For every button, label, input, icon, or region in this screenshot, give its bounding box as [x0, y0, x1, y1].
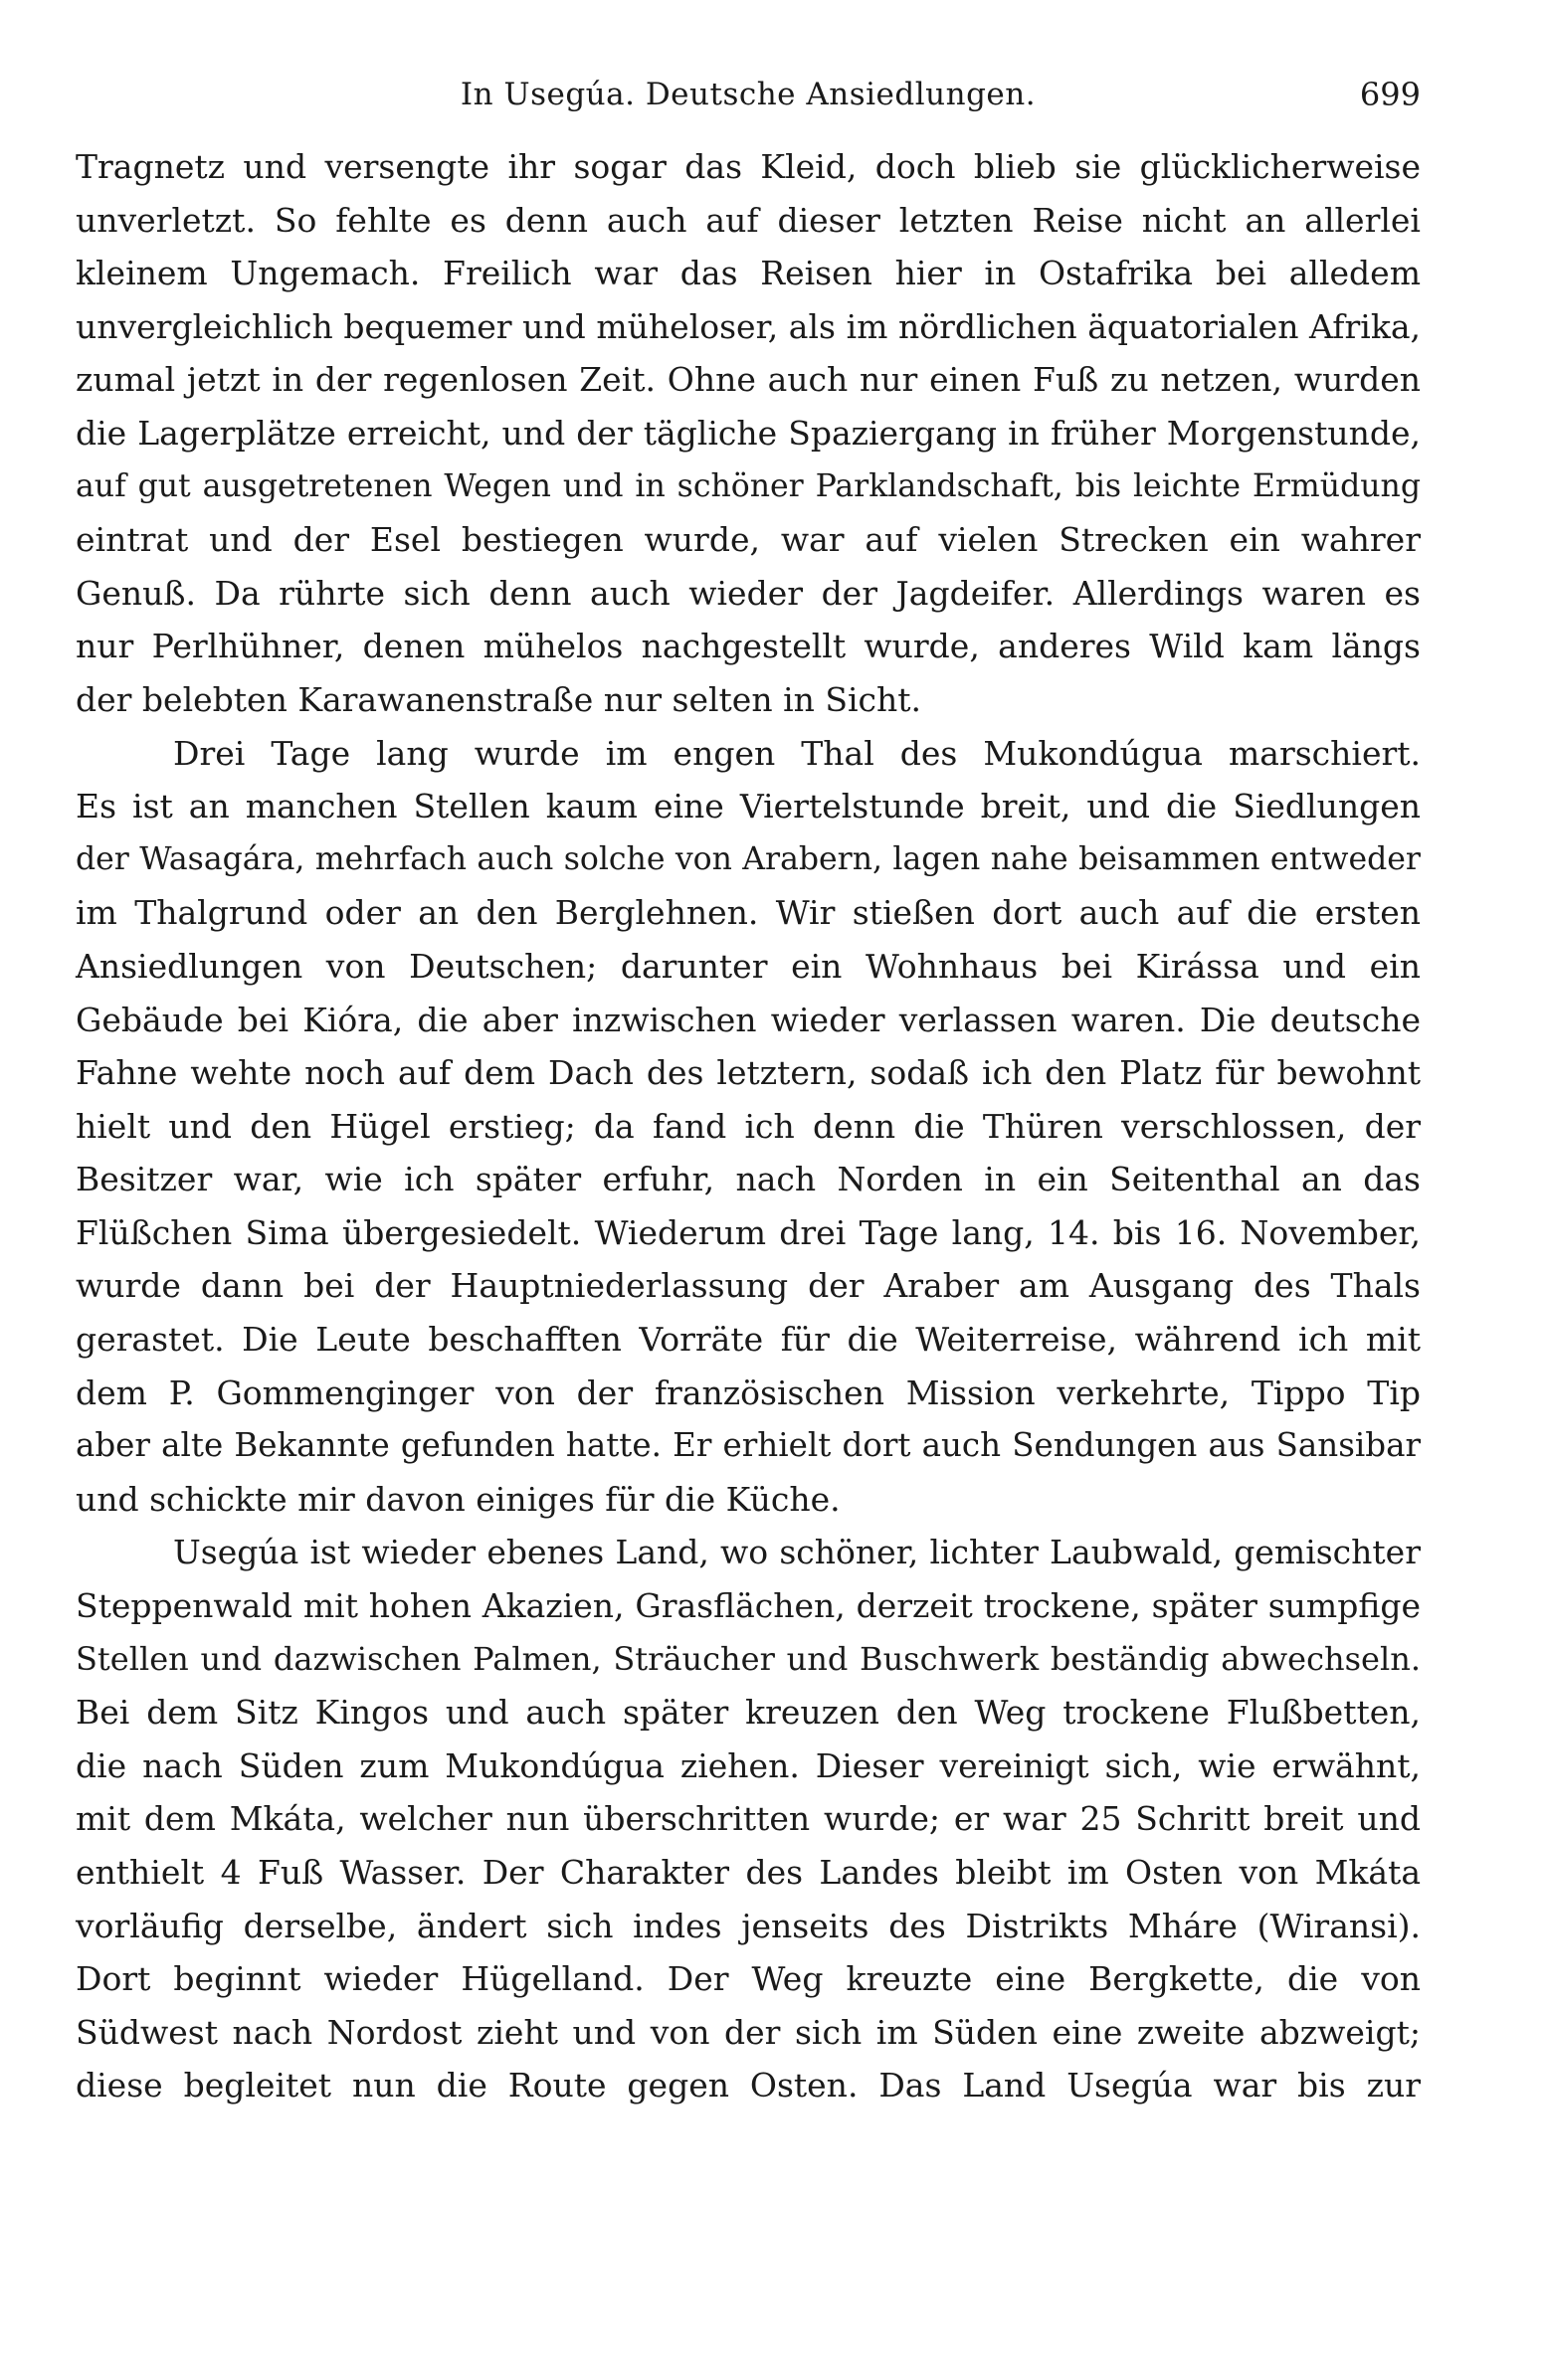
text-line: vorläufig derselbe, ändert sich indes jenseits des Distrikts Mháre (Wiransi).: [76, 1906, 1421, 1945]
text-line: Tragnetz und versengte ihr sogar das Kleid, doch blieb sie glücklicherweise: [76, 147, 1421, 186]
text-line: dem P. Gommenginger von der französischen Mission verkehrte, Tippo Tip: [76, 1373, 1421, 1412]
text-line: hielt und den Hügel erstieg; da fand ich denn die Thüren verschlossen, der: [76, 1106, 1421, 1146]
text-line: die Lagerplätze erreicht, und der tägliche Spaziergang in früher Morgenstunde,: [76, 413, 1421, 453]
text-line: Bei dem Sitz Kingos und auch später kreuzen den Weg trockene Flußbetten,: [76, 1693, 1421, 1733]
paragraph-start-line: Drei Tage lang wurde im engen Thal des Mukondúgua marschiert.: [173, 733, 1421, 773]
text-line: Gebäude bei Kióra, die aber inzwischen wieder verlassen waren. Die deutsche: [76, 1000, 1421, 1039]
text-line: kleinem Ungemach. Freilich war das Reisen hier in Ostafrika bei alledem: [76, 254, 1421, 293]
text-line: Besitzer war, wie ich später erfuhr, nach Norden in ein Seitenthal an das: [76, 1160, 1421, 1199]
page-number: 699: [1359, 76, 1421, 113]
text-line: Steppenwald mit hohen Akazien, Grasflächen, derzeit trockene, später sumpfige: [76, 1586, 1421, 1626]
text-line: im Thalgrund oder an den Berglehnen. Wir stießen dort auch auf die ersten: [76, 893, 1421, 933]
text-line: enthielt 4 Fuß Wasser. Der Charakter des Landes bleibt im Osten von Mkáta: [76, 1853, 1421, 1892]
text-line: Dort beginnt wieder Hügelland. Der Weg kreuzte eine Bergkette, die von: [76, 1959, 1421, 1999]
text-line: Südwest nach Nordost zieht und von der sich im Süden eine zweite abzweigt;: [76, 2012, 1421, 2052]
text-line: zumal jetzt in der regenlosen Zeit. Ohne auch nur einen Fuß zu netzen, wurden: [76, 360, 1421, 400]
paragraph-end-line: und schickte mir davon einiges für die Küche.: [76, 1479, 841, 1519]
text-line: Flüßchen Sima übergesiedelt. Wiederum drei Tage lang, 14. bis 16. November,: [76, 1212, 1421, 1252]
text-line: unverletzt. So fehlte es denn auch auf dieser letzten Reise nicht an allerlei: [76, 200, 1421, 240]
text-line: der Wasagára, mehrfach auch solche von Arabern, lagen nahe beisammen entweder: [76, 840, 1421, 877]
text-line: gerastet. Die Leute beschafften Vorräte für die Weiterreise, während ich mit: [76, 1320, 1421, 1360]
running-head: [76, 70, 1421, 119]
text-line: wurde dann bei der Hauptniederlassung der Araber am Ausgang des Thals: [76, 1266, 1421, 1306]
text-line: aber alte Bekannte gefunden hatte. Er erhielt dort auch Sendungen aus Sansibar: [76, 1426, 1421, 1465]
text-line: eintrat und der Esel bestiegen wurde, war auf vielen Strecken ein wahrer: [76, 520, 1421, 560]
text-line: Ansiedlungen von Deutschen; darunter ein Wohnhaus bei Kirássa und ein: [76, 946, 1421, 986]
text-line: Es ist an manchen Stellen kaum eine Viertelstunde breit, und die Siedlungen: [76, 787, 1421, 826]
text-line: Fahne wehte noch auf dem Dach des letztern, sodaß ich den Platz für bewohnt: [76, 1053, 1421, 1093]
text-line: Stellen und dazwischen Palmen, Sträucher und Buschwerk beständig abwechseln.: [76, 1639, 1421, 1678]
text-line: nur Perlhühner, denen mühelos nachgestellt wurde, anderes Wild kam längs: [76, 627, 1421, 666]
body-text: [76, 140, 1421, 2112]
text-line: mit dem Mkáta, welcher nun überschritten wurde; er war 25 Schritt breit und: [76, 1799, 1421, 1839]
text-line: diese begleitet nun die Route gegen Osten. Das Land Usegúa war bis zur: [76, 2066, 1421, 2105]
paragraph-end-line: der belebten Karawanenstraße nur selten in Sicht.: [76, 679, 922, 719]
text-line: unvergleichlich bequemer und müheloser, als im nördlichen äquatorialen Afrika,: [76, 306, 1421, 346]
text-line: auf gut ausgetretenen Wegen und in schöner Parklandschaft, bis leichte Ermüdung: [76, 467, 1421, 504]
running-title: In Usegúa. Deutsche Ansiedlungen.: [460, 77, 1037, 112]
text-line: Genuß. Da rührte sich denn auch wieder der Jagdeifer. Allerdings waren es: [76, 573, 1421, 613]
text-line: die nach Süden zum Mukondúgua ziehen. Dieser vereinigt sich, wie erwähnt,: [76, 1745, 1421, 1785]
paragraph-start-line: Usegúa ist wieder ebenes Land, wo schöner, lichter Laubwald, gemischter: [173, 1533, 1421, 1572]
